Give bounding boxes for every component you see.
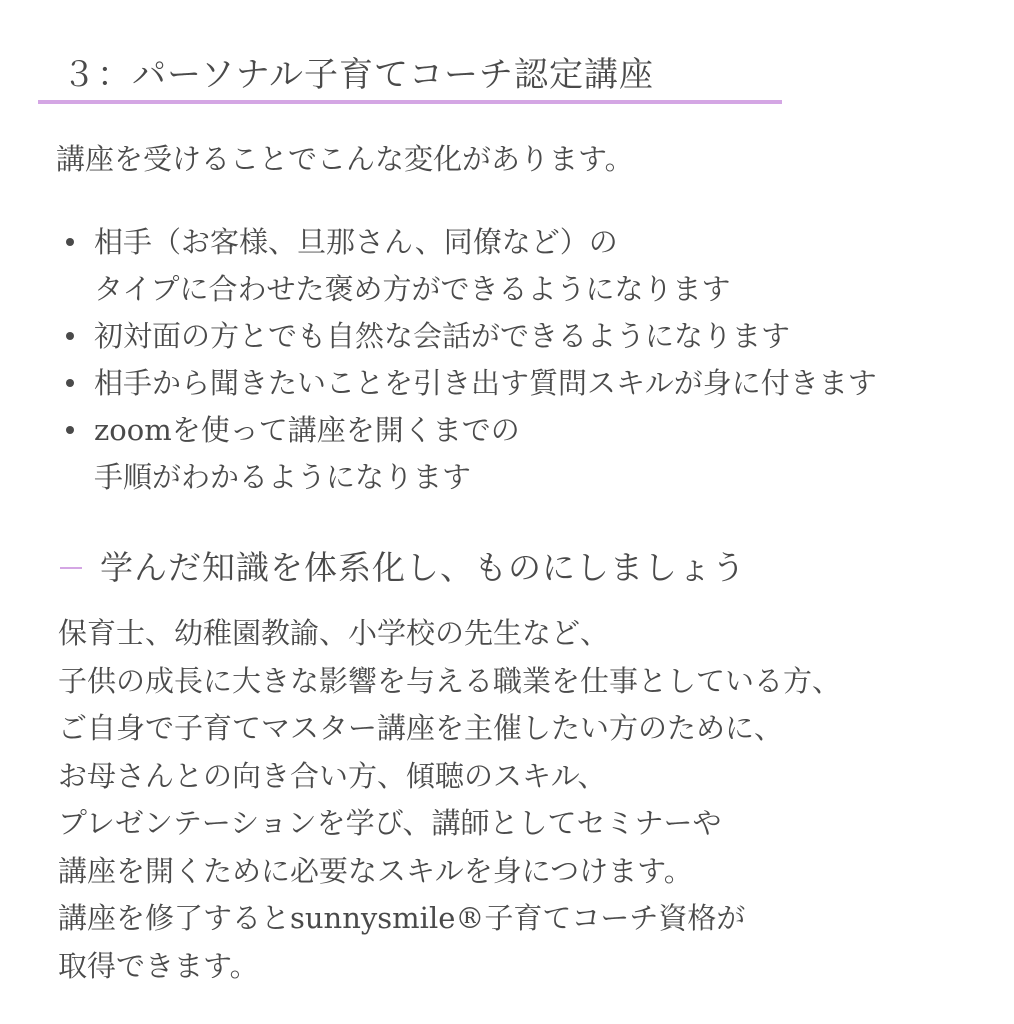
body-line: 保育士、幼稚園教諭、小学校の先生など、 <box>58 616 610 650</box>
bullet-dot-icon <box>66 238 74 246</box>
section-heading-text: 学んだ知識を体系化し、ものにしましょう <box>100 548 746 587</box>
list-item <box>66 313 877 360</box>
page-title: ３：パーソナル子育てコーチ認定講座 <box>62 55 654 95</box>
list-item <box>66 219 877 313</box>
list-item <box>66 407 877 501</box>
body-paragraph <box>58 610 841 990</box>
list-item-line: zoomを使って講座を開くまでの <box>94 413 520 447</box>
body-line: 講座を修了するとsunnysmile®子育てコーチ資格が <box>58 901 746 935</box>
list-item-line: 手順がわかるようになります <box>94 460 472 494</box>
body-line: 講座を開くために必要なスキルを身につけます。 <box>58 853 693 888</box>
list-item-line: 相手（お客様、旦那さん、同僚など）の <box>94 225 618 259</box>
intro-text: 講座を受けることでこんな変化があります。 <box>56 142 634 176</box>
body-line: 子供の成長に大きな影響を与える職業を仕事としている方、 <box>58 663 842 698</box>
list-item <box>66 360 877 407</box>
list-item-line: タイプに合わせた褒め方ができるようになります <box>94 272 731 306</box>
body-line: お母さんとの向き合い方、傾聴のスキル、 <box>58 758 607 793</box>
body-line: ご自身で子育てマスター講座を主催したい方のために、 <box>58 711 784 745</box>
bullet-dot-icon <box>66 379 74 387</box>
bullet-dot-icon <box>66 426 74 434</box>
section-heading <box>60 543 746 593</box>
title-underline <box>38 100 782 104</box>
benefit-list <box>66 219 877 501</box>
dash-icon <box>60 567 82 569</box>
body-line: 取得できます。 <box>58 948 259 983</box>
body-line: プレゼンテーションを学び、講師としてセミナーや <box>58 806 722 840</box>
list-item-line: 初対面の方とでも自然な会話ができるようになります <box>94 319 791 353</box>
bullet-dot-icon <box>66 332 74 340</box>
list-item-line: 相手から聞きたいことを引き出す質問スキルが身に付きます <box>94 366 877 400</box>
